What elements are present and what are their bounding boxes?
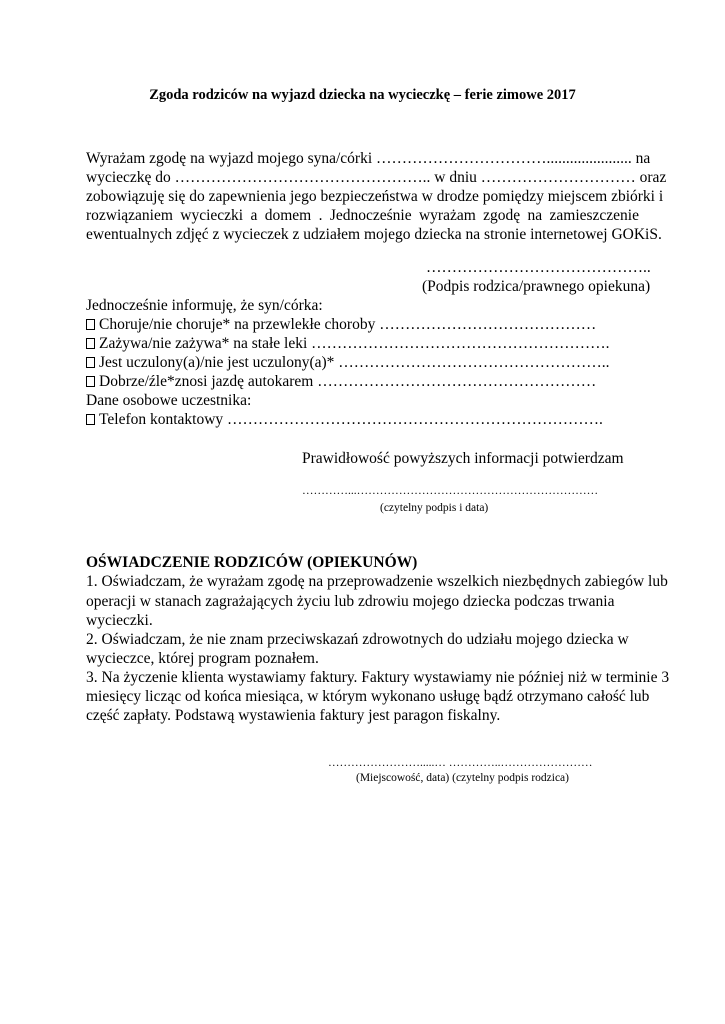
consent-line-4: rozwiązaniem wycieczki a domem . Jednocześnie wyrażam zgodę na zamieszczenie bbox=[86, 207, 639, 224]
list-item-chronic bbox=[86, 316, 596, 334]
declaration-line: wycieczki. bbox=[86, 612, 153, 629]
info-intro: Jednocześnie informuję, że syn/córka: bbox=[86, 297, 323, 314]
checkbox-icon[interactable] bbox=[86, 357, 95, 368]
document-title: Zgoda rodziców na wyjazd dziecka na wycieczkę – ferie zimowe 2017 bbox=[149, 87, 576, 103]
confirm-signature-label: (czytelny podpis i data) bbox=[380, 502, 489, 514]
confirm-signature-line: …………...……………………………………………………… bbox=[302, 485, 599, 497]
final-signature-label: (Miejscowość, data) (czytelny podpis rodzica) bbox=[356, 772, 569, 784]
declaration-line: wycieczce, której program poznałem. bbox=[86, 650, 319, 667]
list-item-label: Dobrze/źle*znosi jazdę autokarem ……………………………………………… bbox=[99, 373, 597, 390]
personal-data-label: Dane osobowe uczestnika: bbox=[86, 392, 252, 409]
final-signature-line: …………………….....… …………..…………………… bbox=[328, 757, 593, 769]
declaration-heading: OŚWIADCZENIE RODZICÓW (OPIEKUNÓW) bbox=[86, 554, 418, 571]
consent-line-5: ewentualnych zdjęć z wycieczek z udziałem mojego dziecka na stronie internetowej GOKiS. bbox=[86, 226, 662, 243]
list-item-bus-travel bbox=[86, 373, 596, 391]
declaration-line: operacji w stanach zagrażających życiu lub zdrowiu mojego dziecka podczas trwania bbox=[86, 593, 615, 610]
consent-line-3: zobowiązuję się do zapewnienia jego bezpieczeństwa w drodze pomiędzy miejscem zbiórki i bbox=[86, 188, 664, 205]
list-item-medication bbox=[86, 335, 610, 353]
checkbox-icon[interactable] bbox=[86, 376, 95, 387]
declaration-line: 3. Na życzenie klienta wystawiamy faktury. Faktury wystawiamy nie później niż w terminie 3 bbox=[86, 669, 670, 686]
declaration-line: 2. Oświadczam, że nie znam przeciwskazań zdrowotnych do udziału mojego dziecka w bbox=[86, 631, 629, 648]
declaration-line: 1. Oświadczam, że wyrażam zgodę na przeprowadzenie wszelkich niezbędnych zabiegów lub bbox=[86, 573, 668, 590]
checkbox-icon[interactable] bbox=[86, 319, 95, 330]
phone-label: Telefon kontaktowy ………………………………………………………………. bbox=[99, 411, 603, 428]
confirm-text: Prawidłowość powyższych informacji potwierdzam bbox=[302, 450, 624, 467]
list-item-label: Jest uczulony(a)/nie jest uczulony(a)* …………………………………………….. bbox=[99, 354, 610, 371]
checkbox-icon[interactable] bbox=[86, 338, 95, 349]
consent-line-1: Wyrażam zgodę na wyjazd mojego syna/córki ……………………………...................... na bbox=[86, 150, 651, 167]
list-item-phone bbox=[86, 411, 603, 429]
parent-signature-line: …………………………………….. bbox=[426, 259, 651, 276]
list-item-label: Choruje/nie choruje* na przewlekłe choroby …………………………………… bbox=[99, 316, 597, 333]
parent-signature-label: (Podpis rodzica/prawnego opiekuna) bbox=[422, 278, 651, 295]
checkbox-icon[interactable] bbox=[86, 414, 95, 425]
list-item-label: Zażywa/nie zażywa* na stałe leki …………………………………………………. bbox=[99, 335, 610, 352]
list-item-allergy bbox=[86, 354, 610, 372]
declaration-line: część zapłaty. Podstawą wystawienia faktury jest paragon fiskalny. bbox=[86, 707, 501, 724]
consent-line-2: wycieczkę do ………………………………………….. w dniu ………………………… oraz bbox=[86, 169, 667, 186]
declaration-line: miesięcy licząc od końca miesiąca, w którym wykonano usługę bądź otrzymano całość lub bbox=[86, 688, 650, 705]
